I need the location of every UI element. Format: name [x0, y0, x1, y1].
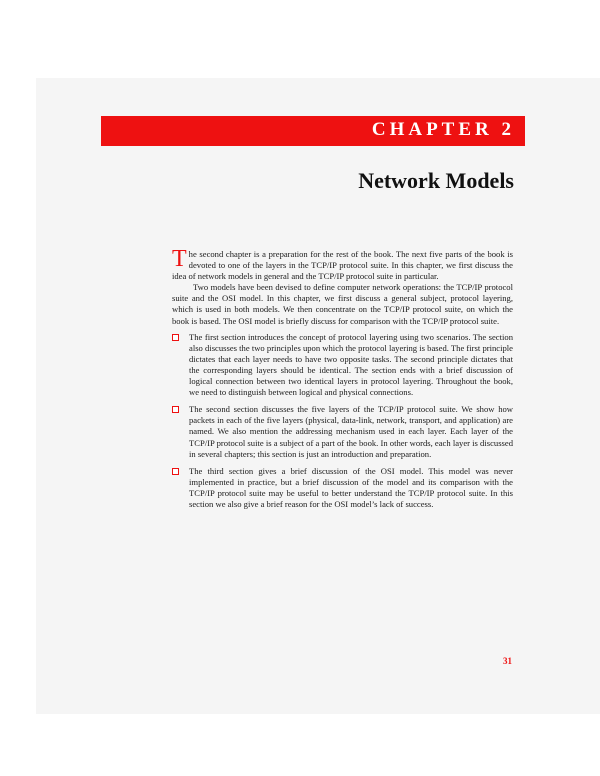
page-number: 31 [503, 656, 512, 666]
list-item [172, 466, 513, 510]
section-summary-list [172, 332, 513, 510]
chapter-banner [101, 116, 525, 146]
chapter-label: CHAPTER 2 [371, 119, 515, 140]
list-item [172, 404, 513, 459]
second-paragraph: Two models have been devised to define computer network operations: the TCP/IP protocol suite and the OSI model. In this chapter, we first discuss a general subject, protocol layering, which is used in both models. We then concentrate on the TCP/IP protocol suite, on which the book is based. The OSI model is briefly discuss for comparison with the TCP/IP protocol suite. [172, 282, 513, 326]
list-item-text: The third section gives a brief discussion of the OSI model. This model was never implemented in practice, but a brief discussion of the model and its comparison with the TCP/IP protocol suite may be useful to better understand the TCP/IP protocol suite. In this section we also give a brief reason for the OSI model’s lack of success. [189, 465, 513, 509]
list-item [172, 332, 513, 399]
intro-paragraph-text: he second chapter is a preparation for the rest of the book. The next five parts of the book is devoted to one of the layers in the TCP/IP protocol suite. In this chapter, we first discuss the idea of network models in general and the TCP/IP protocol suite in particular. [172, 249, 513, 282]
chapter-title: Network Models [358, 168, 514, 193]
list-item-text: The second section discusses the five layers of the TCP/IP protocol suite. We show how packets in each of the five layers (physical, data-link, network, transport, and application) are named. We also mention the addressing mechanism used in each layer. Each layer of the TCP/IP protocol suite is a subject of a part of the book. In other words, each layer is discussed in several chapters; this section is just an introduction and preparation. [189, 404, 513, 459]
square-bullet-icon [172, 334, 179, 341]
square-bullet-icon [172, 468, 179, 475]
drop-cap: T [172, 246, 187, 272]
square-bullet-icon [172, 406, 179, 413]
chapter-body [172, 246, 513, 516]
intro-paragraph [172, 246, 513, 282]
list-item-text: The first section introduces the concept of protocol layering using two scenarios. The section also discusses the two principles upon which the protocol layering is based. The first principle dictates that each layer needs to have two opposite tasks. The second principle dictates that the corresponding layers should be identical. The section ends with a brief discussion of logical connection between two identical layers in protocol layering. Throughout the book, we need to distinguish between logical and physical connections. [189, 331, 513, 398]
